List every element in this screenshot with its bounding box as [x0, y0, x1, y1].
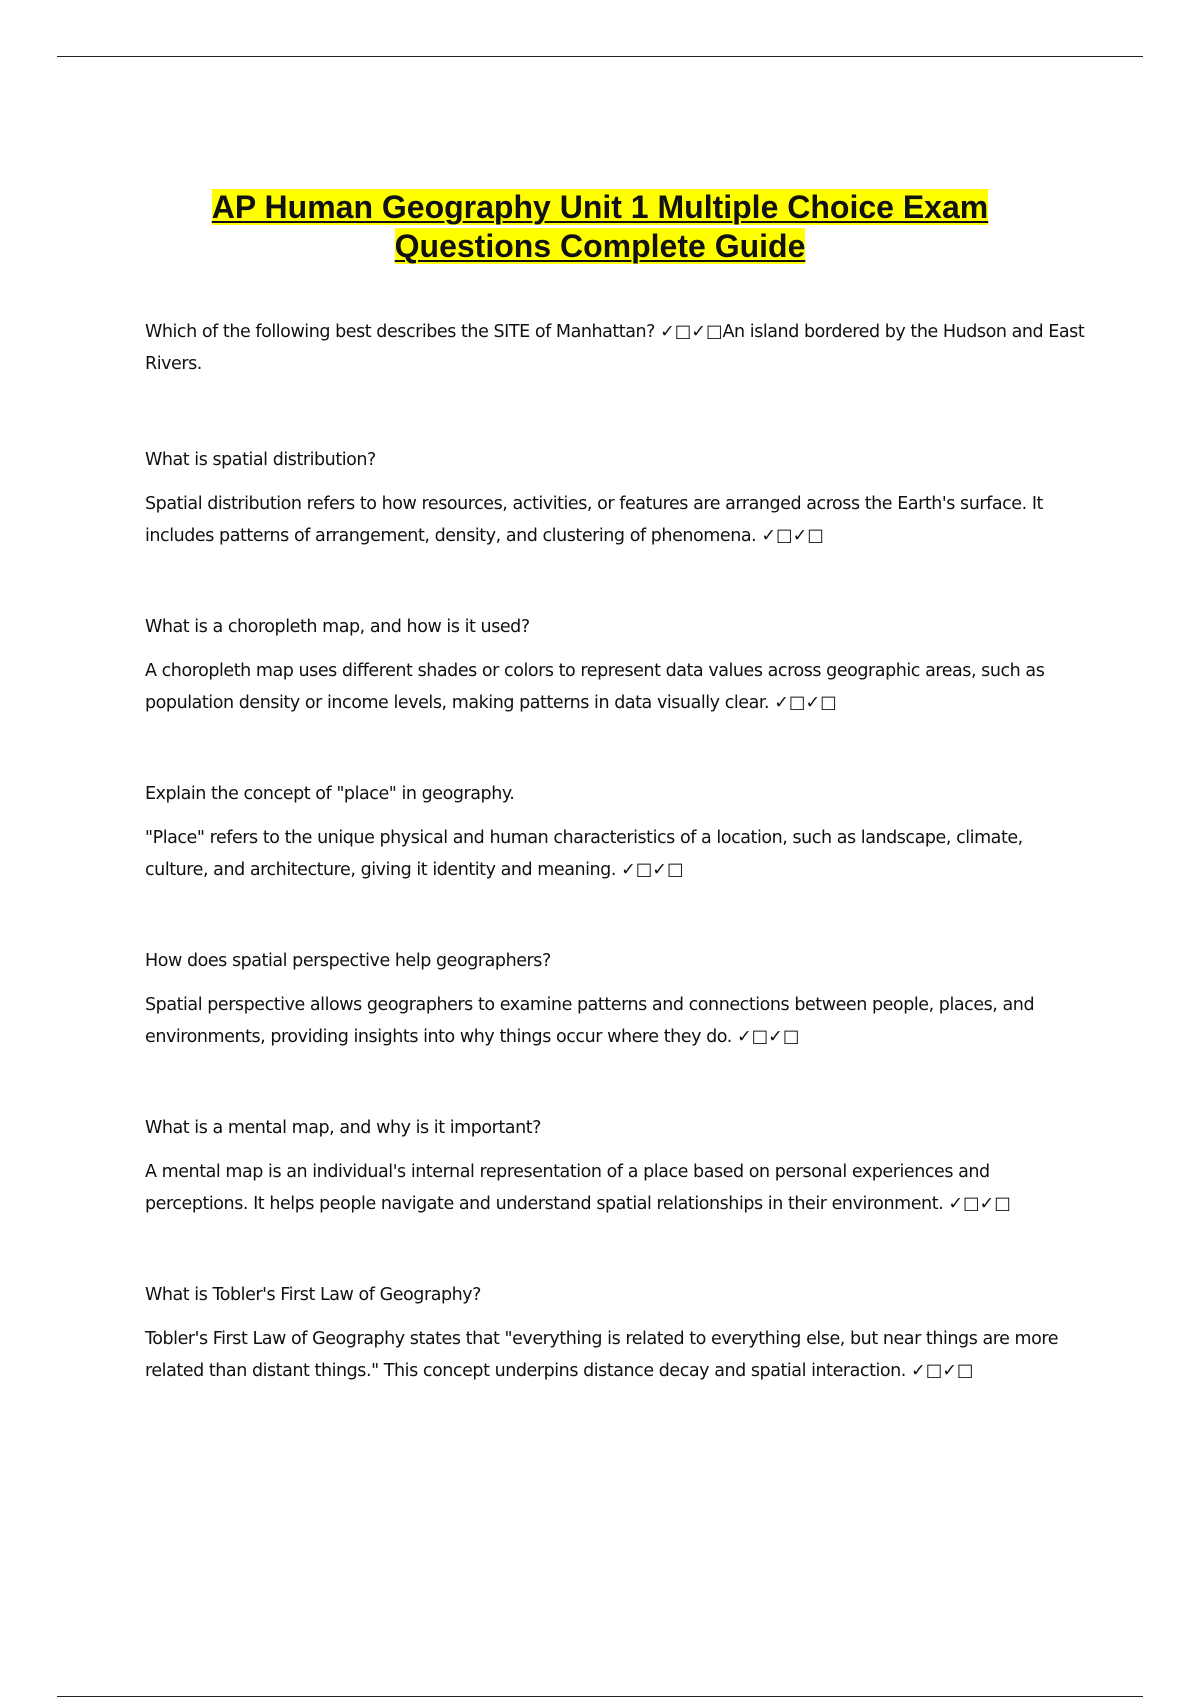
qa-item-site-manhattan [145, 316, 1090, 380]
answer-paragraph [145, 1323, 1090, 1387]
check-mark-icon: ✓□✓□ [774, 693, 837, 713]
answer-paragraph [145, 822, 1090, 886]
qa-item [145, 611, 1090, 719]
qa-list [145, 316, 1090, 1446]
question-text: What is a mental map, and why is it important? [145, 1118, 541, 1138]
question-text: What is spatial distribution? [145, 450, 376, 470]
answer-paragraph [145, 488, 1090, 552]
qa-item [145, 1112, 1090, 1220]
header-rule [57, 56, 1143, 57]
answer-text: "Place" refers to the unique physical and human characteristics of a location, such as landscape, climate, culture, and architecture, giving it identity and meaning. [145, 828, 1023, 880]
check-mark-icon: ✓□✓□ [660, 322, 723, 342]
answer-paragraph [145, 989, 1090, 1053]
check-mark-icon: ✓□✓□ [948, 1194, 1011, 1214]
answer-text: An island bordered by the Hudson and East Rivers. [145, 322, 1085, 374]
check-mark-icon: ✓□✓□ [621, 860, 684, 880]
check-mark-icon: ✓□✓□ [911, 1361, 974, 1381]
question-text: What is Tobler's First Law of Geography? [145, 1285, 482, 1305]
document-title [0, 188, 1200, 266]
answer-text: Spatial perspective allows geographers to examine patterns and connections between people, places, and environments, providing insights into why things occur where they do. [145, 995, 1035, 1047]
qa-item [145, 945, 1090, 1053]
question-text: Explain the concept of "place" in geography. [145, 784, 515, 804]
qa-item [145, 444, 1090, 552]
question-text: Which of the following best describes the SITE of Manhattan? [145, 322, 655, 342]
qa-item [145, 778, 1090, 886]
check-mark-icon: ✓□✓□ [736, 1027, 800, 1047]
answer-paragraph [145, 1156, 1090, 1220]
answer-text: A mental map is an individual's internal representation of a place based on personal experiences and perceptions. It helps people navigate and understand spatial relationships in their environment. [145, 1162, 990, 1214]
title-line-2: Questions Complete Guide [394, 228, 806, 264]
question-text: How does spatial perspective help geographers? [145, 951, 551, 971]
footer-rule [57, 1696, 1143, 1697]
answer-text: Tobler's First Law of Geography states that "everything is related to everything else, but near things are more related than distant things." This concept underpins distance decay and spatial interaction. [145, 1329, 1059, 1381]
answer-text: A choropleth map uses different shades or colors to represent data values across geographic areas, such as population density or income levels, making patterns in data visually clear. [145, 661, 1045, 713]
question-text: What is a choropleth map, and how is it used? [145, 617, 530, 637]
title-line-1: AP Human Geography Unit 1 Multiple Choice Exam [211, 189, 989, 225]
answer-paragraph [145, 655, 1090, 719]
check-mark-icon: ✓□✓□ [761, 526, 824, 546]
answer-text: Spatial distribution refers to how resources, activities, or features are arranged across the Earth's surface. It includes patterns of arrangement, density, and clustering of phenomena. [145, 494, 1043, 546]
qa-item [145, 1279, 1090, 1387]
